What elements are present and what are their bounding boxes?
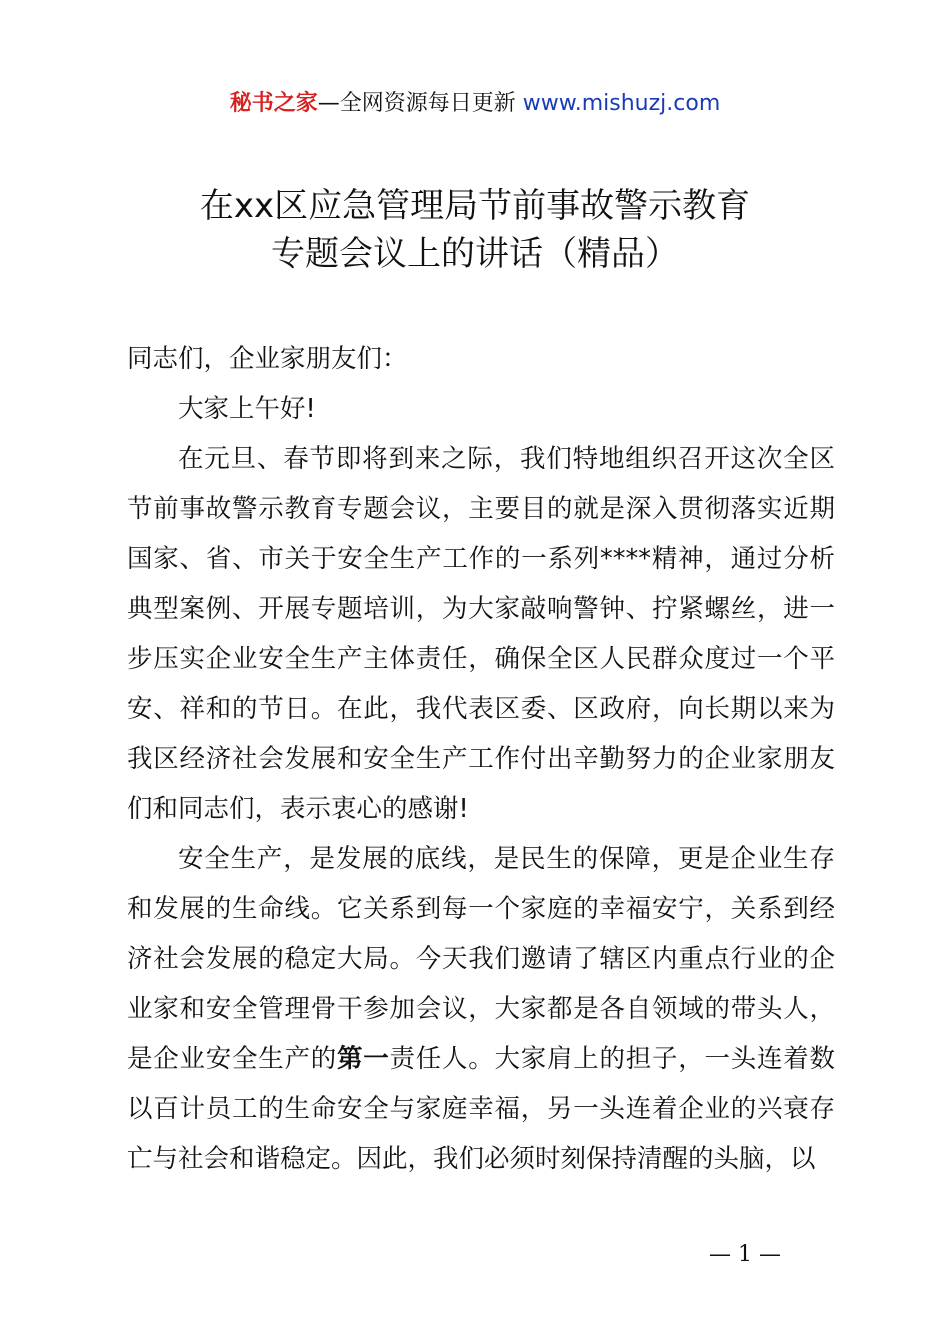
document-title bbox=[0, 182, 950, 278]
paragraph-1: 在元旦、春节即将到来之际，我们特地组织召开这次全区节前事故警示教育专题会议，主要目的就是深入贯彻落实近期国家、省、市关于安全生产工作的一系列****精神，通过分析典型案例、开展专题培训，为大家敲响警钟、拧紧螺丝，进一步压实企业安全生产主体责任，确保全区人民群众度过一个平安、祥和的节日。在此，我代表区委、区政府，向长期以来为我区经济社会发展和安全生产工作付出辛勤努力的企业家朋友们和同志们，表示衷心的感谢! bbox=[127, 444, 835, 824]
header-tagline: —全网资源每日更新 bbox=[317, 91, 523, 116]
paragraph-2-bold-text: 第一 bbox=[337, 1044, 390, 1074]
site-url[interactable]: www.mishuzj.com bbox=[522, 91, 721, 116]
salutation: 同志们，企业家朋友们： bbox=[127, 344, 408, 374]
brand-name: 秘书之家 bbox=[229, 91, 318, 116]
paragraph-2-text-a: 安全生产，是发展的底线，是民生的保障，更是企业生存和发展的生命线。它关系到每一个家庭的幸福安宁，关系到经济社会发展的稳定大局。今天我们邀请了辖区内重点行业的企业家和安全管理骨干参加会议，大家都是各自领域的带头人，是企业安全生产的 bbox=[127, 844, 835, 1074]
document-body bbox=[127, 334, 835, 1184]
paragraph-2-text-b: 责任人。大家肩上的担子，一头连着数以百计员工的生命安全与家庭幸福，另一头连着企业的兴衰存亡与社会和谐稳定。因此，我们必须时刻保持清醒的头脑，以 bbox=[127, 1044, 835, 1174]
title-line-1: 在xx区应急管理局节前事故警示教育 bbox=[199, 186, 751, 226]
site-header bbox=[0, 88, 950, 120]
page-number: — 1 — bbox=[709, 1242, 781, 1267]
greeting: 大家上午好! bbox=[178, 394, 316, 424]
paragraph-2 bbox=[127, 834, 835, 1184]
title-line-2: 专题会议上的讲话（精品） bbox=[271, 234, 679, 274]
